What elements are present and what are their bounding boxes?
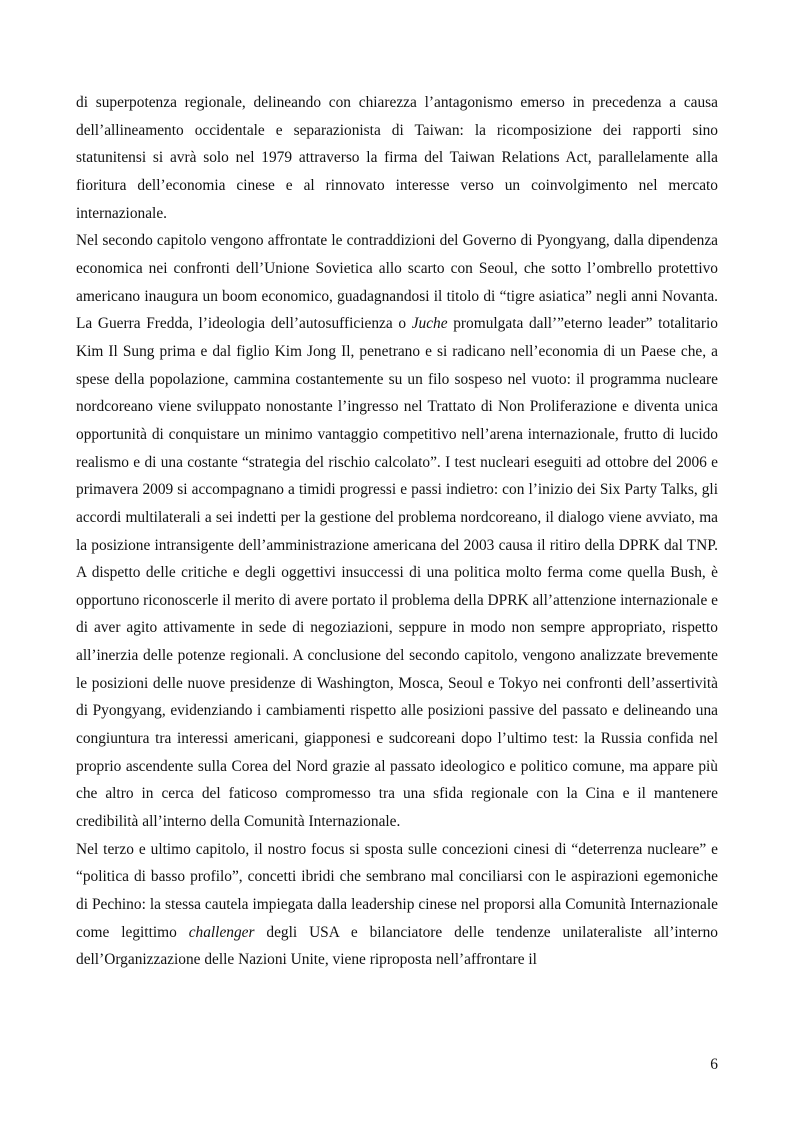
body-text <box>76 89 718 974</box>
paragraph-3-text-end: degli USA e bilanciatore delle tendenze unilateraliste all’interno dell’Organizzazione delle Nazioni Unite, viene riproposta nell’affrontare il <box>76 923 718 969</box>
paragraph-3 <box>76 836 718 974</box>
paragraph-2-text-end: promulgata dall’”eterno leader” totalitario Kim Il Sung prima e dal figlio Kim Jong Il, penetrano e si radicano nell’economia di un Paese che, a spese della popolazione, cammina costantemente su un filo sospeso nel vuoto: il programma nucleare nordcoreano viene sviluppato nonostante l’ingresso nel Trattato di Non Proliferazione e diventa unica opportunità di conquistare un minimo vantaggio competitivo nell’arena internazionale, frutto di lucido realismo e di una costante “strategia del rischio calcolato”. I test nucleari eseguiti ad ottobre del 2006 e primavera 2009 si accompagnano a timidi progressi e passi indietro: con l’inizio dei Six Party Talks, gli accordi multilaterali a sei indetti per la gestione del problema nordcoreano, il dialogo viene avviato, ma la posizione intransigente dell’amministrazione americana del 2003 causa il ritiro della DPRK dal TNP. A dispetto delle critiche e degli oggettivi insuccessi di una politica molto ferma come quella Bush, è opportuno riconoscerle il merito di avere portato il problema della DPRK all’attenzione internazionale e di aver agito attivamente in sede di negoziazioni, seppure in modo non sempre appropriato, rispetto all’inerzia delle potenze regionali. A conclusione del secondo capitolo, vengono analizzate brevemente le posizioni delle nuove presidenze di Washington, Mosca, Seoul e Tokyo nei confronti dell’assertività di Pyongyang, evidenziando i cambiamenti rispetto alle posizioni passive del passato e delineando una congiuntura tra interessi americani, giapponesi e sudcoreani dopo l’ultimo test: la Russia confida nel proprio ascendente sulla Corea del Nord grazie al passato ideologico e politico comune, ma appare più che altro in cerca del faticoso compromesso tra una sfida regionale con la Cina e il mantenere credibilità all’interno della Comunità Internazionale. <box>76 315 718 831</box>
paragraph-1 <box>76 89 718 227</box>
paragraph-3-text-start: Nel terzo e ultimo capitolo, il nostro focus si sposta sulle concezioni cinesi di “deterrenza nucleare” e “politica di basso profilo”, concetti ibridi che sembrano mal conciliarsi con le aspirazioni egemoniche di Pechino: la stessa cautela impiegata dalla leadership cinese nel proporsi alla Comunità Internazionale come legittimo <box>76 840 718 941</box>
paragraph-3-italic-challenger: challenger <box>188 923 255 941</box>
page-number: 6 <box>710 1056 718 1073</box>
paragraph-2-italic-juche: Juche <box>411 315 448 333</box>
paragraph-2-text-start: Nel secondo capitolo vengono affrontate le contraddizioni del Governo di Pyongyang, dalla dipendenza economica nei confronti dell’Unione Sovietica allo scarto con Seoul, che sotto l’ombrello protettivo americano inaugura un boom economico, guadagnandosi il titolo di “tigre asiatica” negli anni Novanta. La Guerra Fredda, l’ideologia dell’autosufficienza o <box>76 232 718 333</box>
paragraph-1-text: di superpotenza regionale, delineando con chiarezza l’antagonismo emerso in precedenza a causa dell’allineamento occidentale e separazionista di Taiwan: la ricomposizione dei rapporti sino statunitensi si avrà solo nel 1979 attraverso la firma del Taiwan Relations Act, parallelamente alla fioritura dell’economia cinese e al rinnovato interesse verso un coinvolgimento nel mercato internazionale. <box>76 94 718 222</box>
paragraph-2 <box>76 227 718 835</box>
